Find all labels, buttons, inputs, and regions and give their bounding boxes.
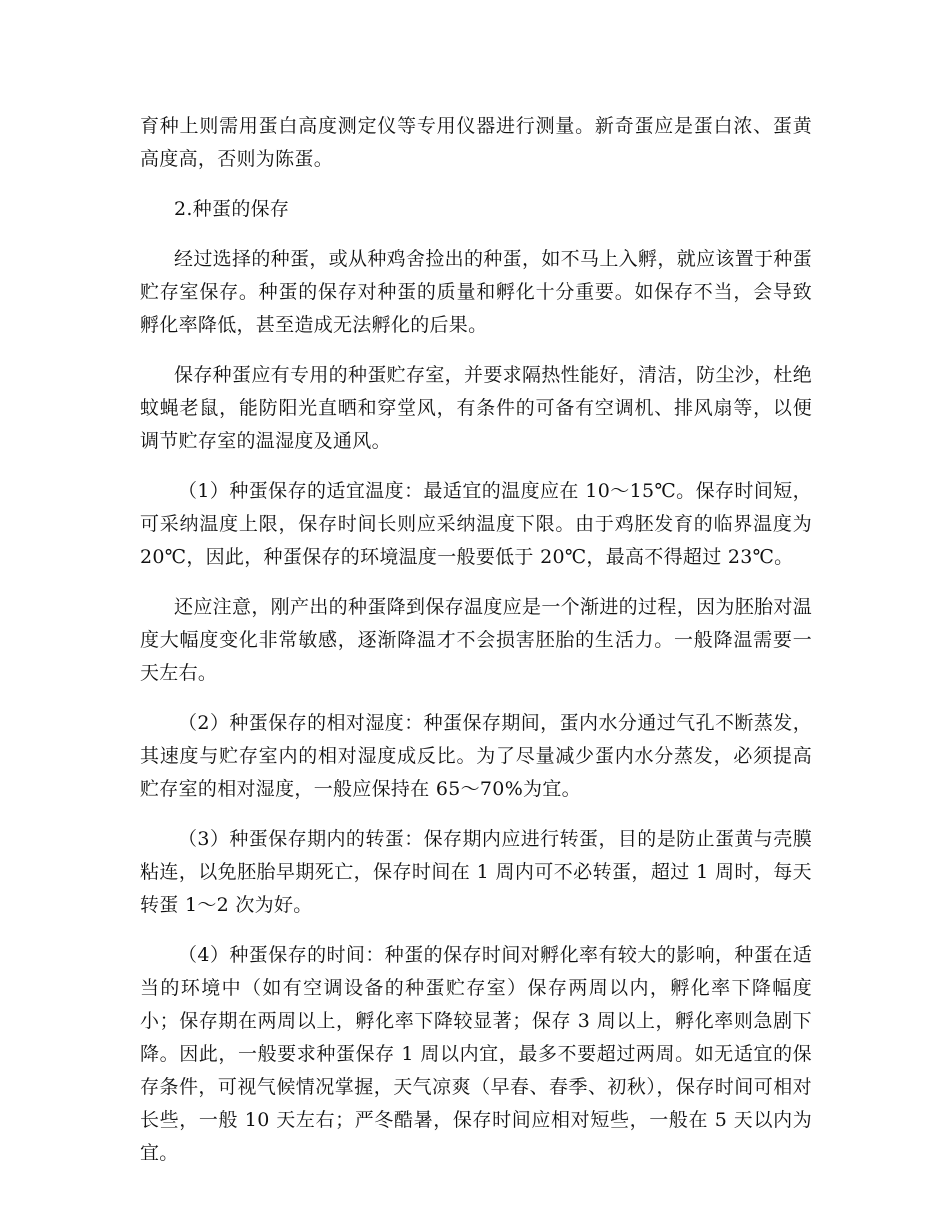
document-body: [140, 110, 812, 1187]
paragraph-item-temperature: （1）种蛋保存的适宜温度：最适宜的温度应在 10～15℃。保存时间短，可采纳温度上限，保存时间长则应采纳温度下限。由于鸡胚发育的临界温度为 20℃，因此，种蛋保存的环境温度一般要低于 20℃，最高不得超过 23℃。: [140, 480, 812, 568]
paragraph-item-duration: （4）种蛋保存的时间：种蛋的保存时间对孵化率有较大的影响，种蛋在适当的环境中（如有空调设备的种蛋贮存室）保存两周以内，孵化率下降幅度小；保存期在两周以上，孵化率下降较显著；保存 3 周以上，孵化率则急剧下降。因此，一般要求种蛋保存 1 周以内宜，最多不要超过两周。如无适宜的保存条件，可视气候情况掌握，天气凉爽（早春、春季、初秋），保存时间可相对长些，一般 10 天左右；严冬酷暑，保存时间应相对短些，一般在 5 天以内为宜。: [140, 944, 812, 1164]
paragraph-item-humidity: （2）种蛋保存的相对湿度：种蛋保存期间，蛋内水分通过气孔不断蒸发，其速度与贮存室内的相对湿度成反比。为了尽量减少蛋内水分蒸发，必须提高贮存室的相对湿度，一般应保持在 65～70%为宜。: [140, 712, 812, 800]
paragraph: 还应注意，刚产出的种蛋降到保存温度应是一个渐进的过程，因为胚胎对温度大幅度变化非常敏感，逐渐降温才不会损害胚胎的生活力。一般降温需要一天左右。: [140, 596, 812, 684]
paragraph-continued: 育种上则需用蛋白高度测定仪等专用仪器进行测量。新奇蛋应是蛋白浓、蛋黄高度高，否则为陈蛋。: [140, 115, 812, 170]
paragraph: 经过选择的种蛋，或从种鸡舍捡出的种蛋，如不马上入孵，就应该置于种蛋贮存室保存。种蛋的保存对种蛋的质量和孵化十分重要。如保存不当，会导致孵化率降低，甚至造成无法孵化的后果。: [140, 248, 812, 336]
paragraph: 保存种蛋应有专用的种蛋贮存室，并要求隔热性能好，清洁，防尘沙，杜绝蚊蝇老鼠，能防阳光直晒和穿堂风，有条件的可备有空调机、排风扇等，以便调节贮存室的温湿度及通风。: [140, 364, 812, 452]
paragraph-item-turning: （3）种蛋保存期内的转蛋：保存期内应进行转蛋，目的是防止蛋黄与壳膜粘连，以免胚胎早期死亡，保存时间在 1 周内可不必转蛋，超过 1 周时，每天转蛋 1～2 次为好。: [140, 828, 812, 916]
section-heading: 2.种蛋的保存: [174, 198, 290, 220]
